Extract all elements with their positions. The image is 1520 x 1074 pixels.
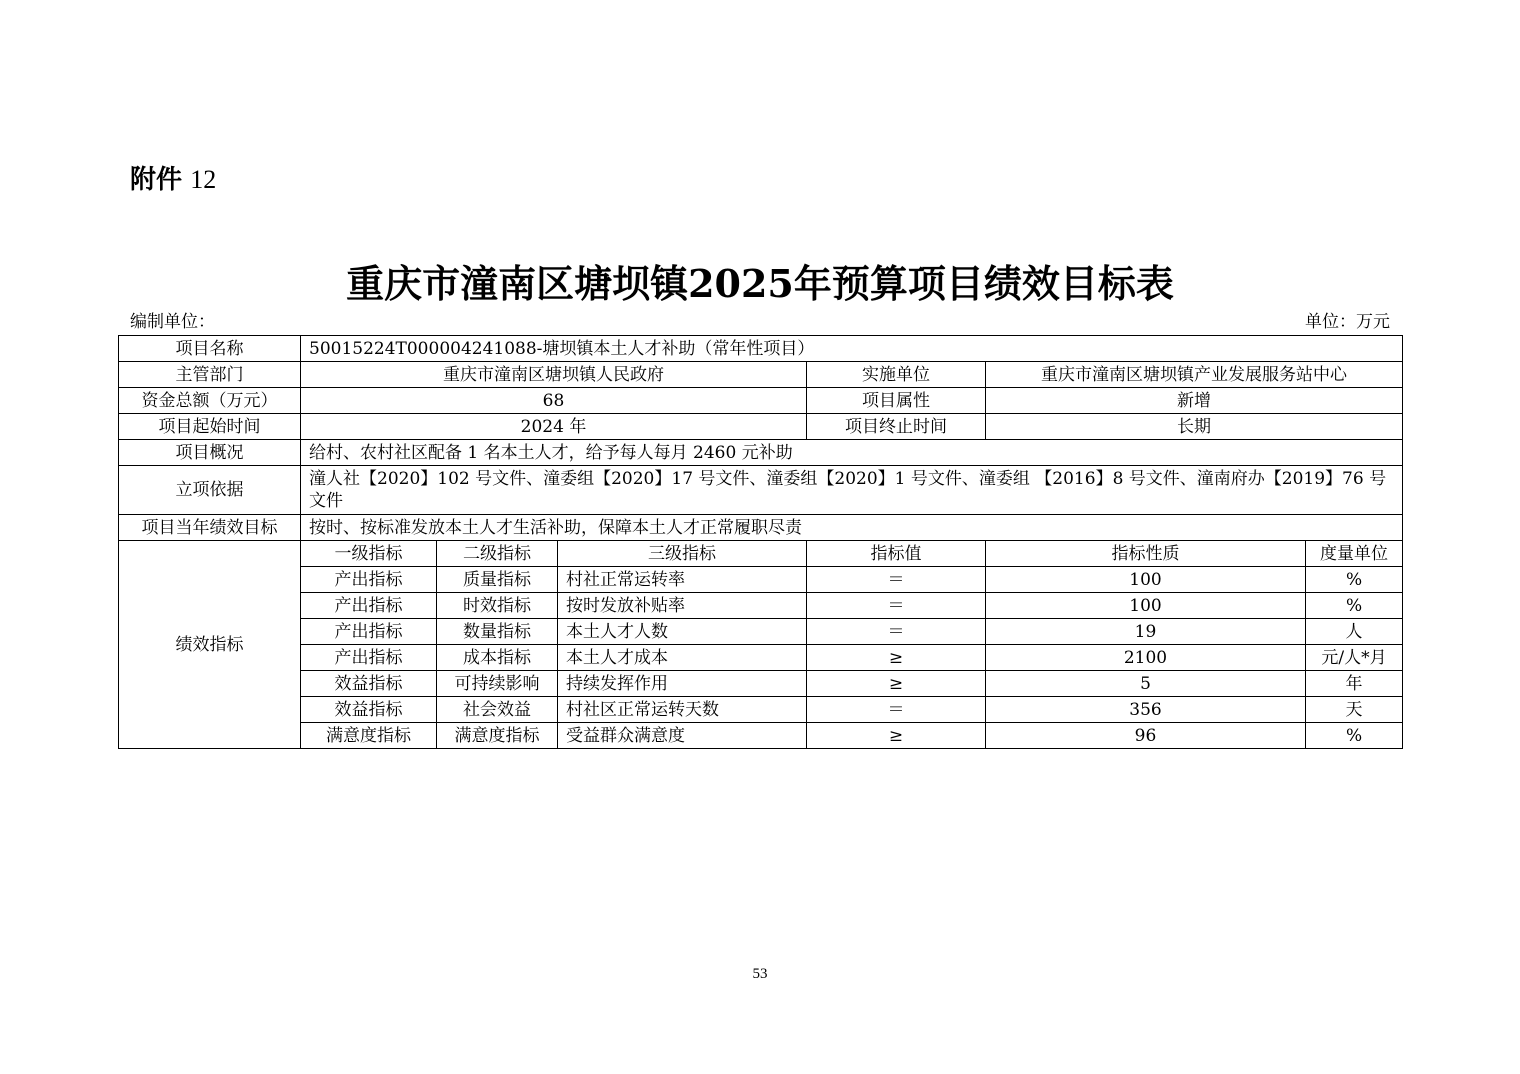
row-basis bbox=[119, 466, 1403, 515]
unit-cell: 人 bbox=[1306, 619, 1403, 645]
row-goal bbox=[119, 515, 1403, 541]
attachment-word: 附件 bbox=[130, 165, 183, 195]
basis-label: 立项依据 bbox=[119, 466, 301, 515]
indicator-header-row bbox=[119, 541, 1403, 567]
start-value: 2024 年 bbox=[301, 414, 807, 440]
level2-cell: 满意度指标 bbox=[437, 723, 558, 749]
level3-cell: 村社正常运转率 bbox=[558, 567, 807, 593]
end-value: 长期 bbox=[986, 414, 1403, 440]
unit-label: 单位：万元 bbox=[1305, 312, 1390, 332]
fund-label: 资金总额（万元） bbox=[119, 388, 301, 414]
level2-cell: 社会效益 bbox=[437, 697, 558, 723]
row-dates bbox=[119, 414, 1403, 440]
value-cell: 19 bbox=[986, 619, 1306, 645]
level2-cell: 时效指标 bbox=[437, 593, 558, 619]
level1-cell: 效益指标 bbox=[301, 697, 437, 723]
attachment-label bbox=[130, 162, 216, 198]
table-row bbox=[119, 619, 1403, 645]
level2-cell: 质量指标 bbox=[437, 567, 558, 593]
table-row bbox=[119, 593, 1403, 619]
goal-label: 项目当年绩效目标 bbox=[119, 515, 301, 541]
level3-cell: 受益群众满意度 bbox=[558, 723, 807, 749]
operator-cell: ≥ bbox=[807, 723, 986, 749]
level1-cell: 产出指标 bbox=[301, 593, 437, 619]
row-fund bbox=[119, 388, 1403, 414]
performance-table bbox=[118, 335, 1403, 749]
operator-cell: ＝ bbox=[807, 619, 986, 645]
indicators-section-label: 绩效指标 bbox=[119, 541, 301, 749]
header-value: 指标值 bbox=[807, 541, 986, 567]
attr-value: 新增 bbox=[986, 388, 1403, 414]
unit-cell: % bbox=[1306, 567, 1403, 593]
dept-value: 重庆市潼南区塘坝镇人民政府 bbox=[301, 362, 807, 388]
header-level3: 三级指标 bbox=[558, 541, 807, 567]
overview-label: 项目概况 bbox=[119, 440, 301, 466]
level1-cell: 产出指标 bbox=[301, 567, 437, 593]
unit-cell: 年 bbox=[1306, 671, 1403, 697]
operator-cell: ＝ bbox=[807, 593, 986, 619]
level3-cell: 持续发挥作用 bbox=[558, 671, 807, 697]
end-label: 项目终止时间 bbox=[807, 414, 986, 440]
unit-cell: % bbox=[1306, 593, 1403, 619]
header-level1: 一级指标 bbox=[301, 541, 437, 567]
compiler-label: 编制单位： bbox=[130, 312, 215, 332]
start-label: 项目起始时间 bbox=[119, 414, 301, 440]
value-cell: 100 bbox=[986, 567, 1306, 593]
table-row bbox=[119, 671, 1403, 697]
level1-cell: 效益指标 bbox=[301, 671, 437, 697]
operator-cell: ＝ bbox=[807, 567, 986, 593]
level2-cell: 可持续影响 bbox=[437, 671, 558, 697]
table-row bbox=[119, 723, 1403, 749]
row-department bbox=[119, 362, 1403, 388]
basis-value: 潼人社【2020】102 号文件、潼委组【2020】17 号文件、潼委组【2020】1 号文件、潼委组 【2016】8 号文件、潼南府办【2019】76 号文件 bbox=[301, 466, 1403, 515]
impl-label: 实施单位 bbox=[807, 362, 986, 388]
level3-cell: 本土人才人数 bbox=[558, 619, 807, 645]
operator-cell: ≥ bbox=[807, 671, 986, 697]
level1-cell: 产出指标 bbox=[301, 619, 437, 645]
table-row bbox=[119, 567, 1403, 593]
unit-cell: % bbox=[1306, 723, 1403, 749]
unit-cell: 天 bbox=[1306, 697, 1403, 723]
value-cell: 5 bbox=[986, 671, 1306, 697]
row-project-name bbox=[119, 336, 1403, 362]
level3-cell: 本土人才成本 bbox=[558, 645, 807, 671]
row-overview bbox=[119, 440, 1403, 466]
document-title: 重庆市潼南区塘坝镇2025年预算项目绩效目标表 bbox=[346, 261, 1174, 306]
impl-value: 重庆市潼南区塘坝镇产业发展服务站中心 bbox=[986, 362, 1403, 388]
level2-cell: 成本指标 bbox=[437, 645, 558, 671]
project-name-value: 50015224T000004241088-塘坝镇本土人才补助（常年性项目） bbox=[301, 336, 1403, 362]
operator-cell: ＝ bbox=[807, 697, 986, 723]
level1-cell: 满意度指标 bbox=[301, 723, 437, 749]
attr-label: 项目属性 bbox=[807, 388, 986, 414]
attachment-number: 12 bbox=[190, 165, 217, 194]
table-row bbox=[119, 645, 1403, 671]
page-number: 53 bbox=[752, 966, 768, 982]
project-name-label: 项目名称 bbox=[119, 336, 301, 362]
overview-value: 给村、农村社区配备 1 名本土人才，给予每人每月 2460 元补助 bbox=[301, 440, 1403, 466]
meta-row bbox=[130, 310, 1390, 334]
level3-cell: 村社区正常运转天数 bbox=[558, 697, 807, 723]
table-row bbox=[119, 697, 1403, 723]
value-cell: 2100 bbox=[986, 645, 1306, 671]
fund-value: 68 bbox=[301, 388, 807, 414]
operator-cell: ≥ bbox=[807, 645, 986, 671]
value-cell: 100 bbox=[986, 593, 1306, 619]
value-cell: 96 bbox=[986, 723, 1306, 749]
header-level2: 二级指标 bbox=[437, 541, 558, 567]
unit-cell: 元/人*月 bbox=[1306, 645, 1403, 671]
dept-label: 主管部门 bbox=[119, 362, 301, 388]
value-cell: 356 bbox=[986, 697, 1306, 723]
level3-cell: 按时发放补贴率 bbox=[558, 593, 807, 619]
goal-value: 按时、按标准发放本土人才生活补助，保障本土人才正常履职尽责 bbox=[301, 515, 1403, 541]
level1-cell: 产出指标 bbox=[301, 645, 437, 671]
level2-cell: 数量指标 bbox=[437, 619, 558, 645]
header-nature: 指标性质 bbox=[986, 541, 1306, 567]
header-unit: 度量单位 bbox=[1306, 541, 1403, 567]
